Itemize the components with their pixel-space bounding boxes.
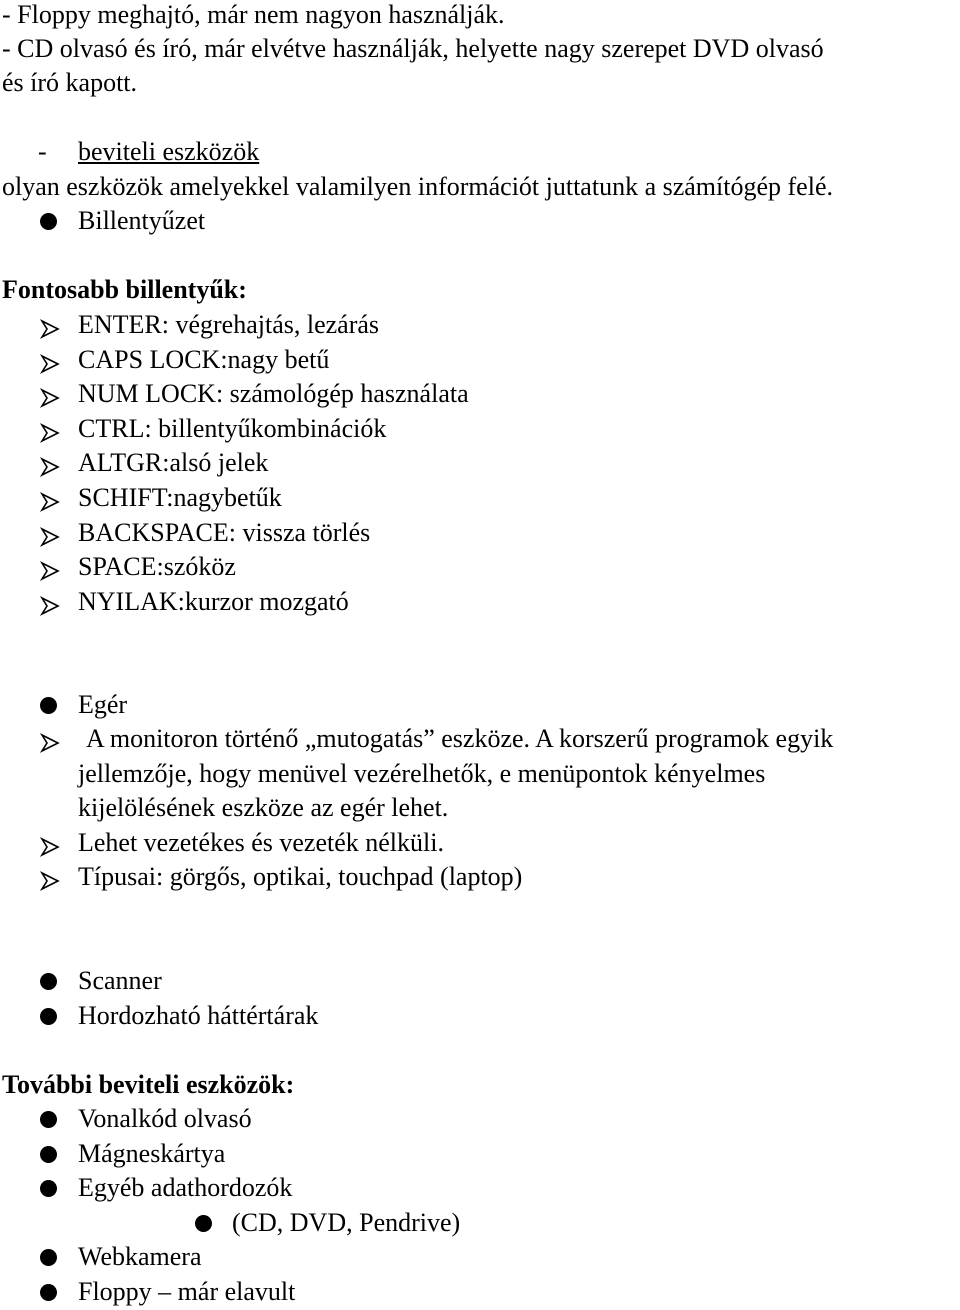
key-item bbox=[0, 483, 960, 513]
key-item bbox=[0, 552, 960, 582]
bullet-icon bbox=[40, 1111, 57, 1128]
other-device-item bbox=[0, 966, 960, 996]
further-heading: További beviteli eszközök: bbox=[2, 1070, 295, 1099]
arrow-bullet-icon bbox=[40, 489, 60, 509]
input-section-description: olyan eszközök amelyekkel valamilyen információt juttatunk a számítógép felé. bbox=[2, 172, 833, 201]
arrow-bullet-icon bbox=[40, 593, 60, 613]
bullet-icon bbox=[40, 213, 57, 230]
mouse-point-line bbox=[0, 828, 960, 858]
further-device-item-text: Floppy – már elavult bbox=[78, 1277, 296, 1306]
arrow-bullet-icon bbox=[40, 524, 60, 544]
key-item-text: CAPS LOCK:nagy betű bbox=[78, 344, 330, 374]
further-device-item bbox=[0, 1173, 960, 1203]
further-device-item bbox=[0, 1242, 960, 1272]
key-item-text: ENTER: végrehajtás, lezárás bbox=[78, 310, 380, 339]
further-device-item-text: Vonalkód olvasó bbox=[78, 1104, 252, 1133]
key-item-text: NUM LOCK: számológép használata bbox=[78, 379, 469, 409]
key-item bbox=[0, 345, 960, 375]
bullet-icon bbox=[195, 1215, 212, 1232]
arrow-bullet-icon bbox=[40, 868, 60, 888]
bullet-icon bbox=[40, 1249, 57, 1266]
key-item-text: SPACE:szóköz bbox=[78, 552, 236, 582]
keyboard-title-row bbox=[0, 206, 960, 236]
further-device-item bbox=[0, 1139, 960, 1169]
bullet-icon bbox=[40, 1146, 57, 1163]
mouse-point-line bbox=[0, 862, 960, 892]
mouse-title: Egér bbox=[78, 690, 128, 719]
intro-line-1: - Floppy meghajtó, már nem nagyon használják. bbox=[2, 0, 505, 29]
further-device-item bbox=[0, 1104, 960, 1134]
other-device-item bbox=[0, 1001, 960, 1031]
arrow-bullet-icon bbox=[40, 454, 60, 474]
bullet-icon bbox=[40, 1284, 57, 1301]
key-item bbox=[0, 518, 960, 548]
keys-heading: Fontosabb billentyűk: bbox=[2, 275, 247, 304]
mouse-point-line bbox=[0, 724, 960, 754]
mouse-point-line-text: jellemzője, hogy menüvel vezérelhetők, e menüpontok kényelmes bbox=[78, 758, 766, 788]
further-device-item-text: Egyéb adathordozók bbox=[78, 1173, 293, 1203]
arrow-bullet-icon bbox=[40, 730, 60, 750]
other-device-item-text: Hordozható háttértárak bbox=[78, 1000, 319, 1030]
input-section-heading: beviteli eszközök bbox=[78, 137, 260, 166]
other-device-item-text: Scanner bbox=[78, 966, 162, 995]
key-item-text: BACKSPACE: vissza törlés bbox=[78, 517, 371, 547]
further-device-item-text: Mágneskártya bbox=[78, 1138, 226, 1168]
bullet-icon bbox=[40, 697, 57, 714]
further-device-item bbox=[0, 1277, 960, 1307]
key-item-text: SCHIFT:nagybetűk bbox=[78, 483, 282, 512]
key-item-text: CTRL: billentyűkombinációk bbox=[78, 413, 387, 443]
key-item bbox=[0, 379, 960, 409]
bullet-icon bbox=[40, 973, 57, 990]
further-device-item-text: Webkamera bbox=[78, 1242, 202, 1272]
intro-line-3: és író kapott. bbox=[2, 68, 138, 97]
further-device-subitem-text: (CD, DVD, Pendrive) bbox=[232, 1207, 461, 1237]
arrow-bullet-icon bbox=[40, 316, 60, 336]
bullet-icon bbox=[40, 1008, 57, 1025]
arrow-bullet-icon bbox=[40, 834, 60, 854]
further-device-subitem bbox=[0, 1208, 960, 1238]
key-item bbox=[0, 414, 960, 444]
key-item-text: ALTGR:alsó jelek bbox=[78, 448, 269, 478]
arrow-bullet-icon bbox=[40, 351, 60, 371]
bullet-icon bbox=[40, 1180, 57, 1197]
arrow-bullet-icon bbox=[40, 558, 60, 578]
mouse-title-row bbox=[0, 690, 960, 720]
arrow-bullet-icon bbox=[40, 420, 60, 440]
key-item bbox=[0, 587, 960, 617]
key-item bbox=[0, 310, 960, 340]
mouse-point-line bbox=[0, 759, 960, 789]
mouse-point-line-text: Lehet vezetékes és vezeték nélküli. bbox=[78, 827, 444, 857]
key-item-text: NYILAK:kurzor mozgató bbox=[78, 586, 349, 616]
mouse-point-line-text: Típusai: görgős, optikai, touchpad (laptop) bbox=[78, 862, 523, 892]
key-item bbox=[0, 448, 960, 478]
mouse-point-line-text: A monitoron történő „mutogatás” eszköze. A korszerű programok egyik bbox=[86, 724, 834, 753]
mouse-point-line bbox=[0, 793, 960, 823]
input-section-dash: - bbox=[38, 137, 47, 166]
intro-line-2: - CD olvasó és író, már elvétve használják, helyette nagy szerepet DVD olvasó bbox=[2, 34, 824, 63]
keyboard-title: Billentyűzet bbox=[78, 206, 206, 235]
arrow-bullet-icon bbox=[40, 385, 60, 405]
mouse-point-line-text: kijelölésének eszköze az egér lehet. bbox=[78, 793, 449, 823]
